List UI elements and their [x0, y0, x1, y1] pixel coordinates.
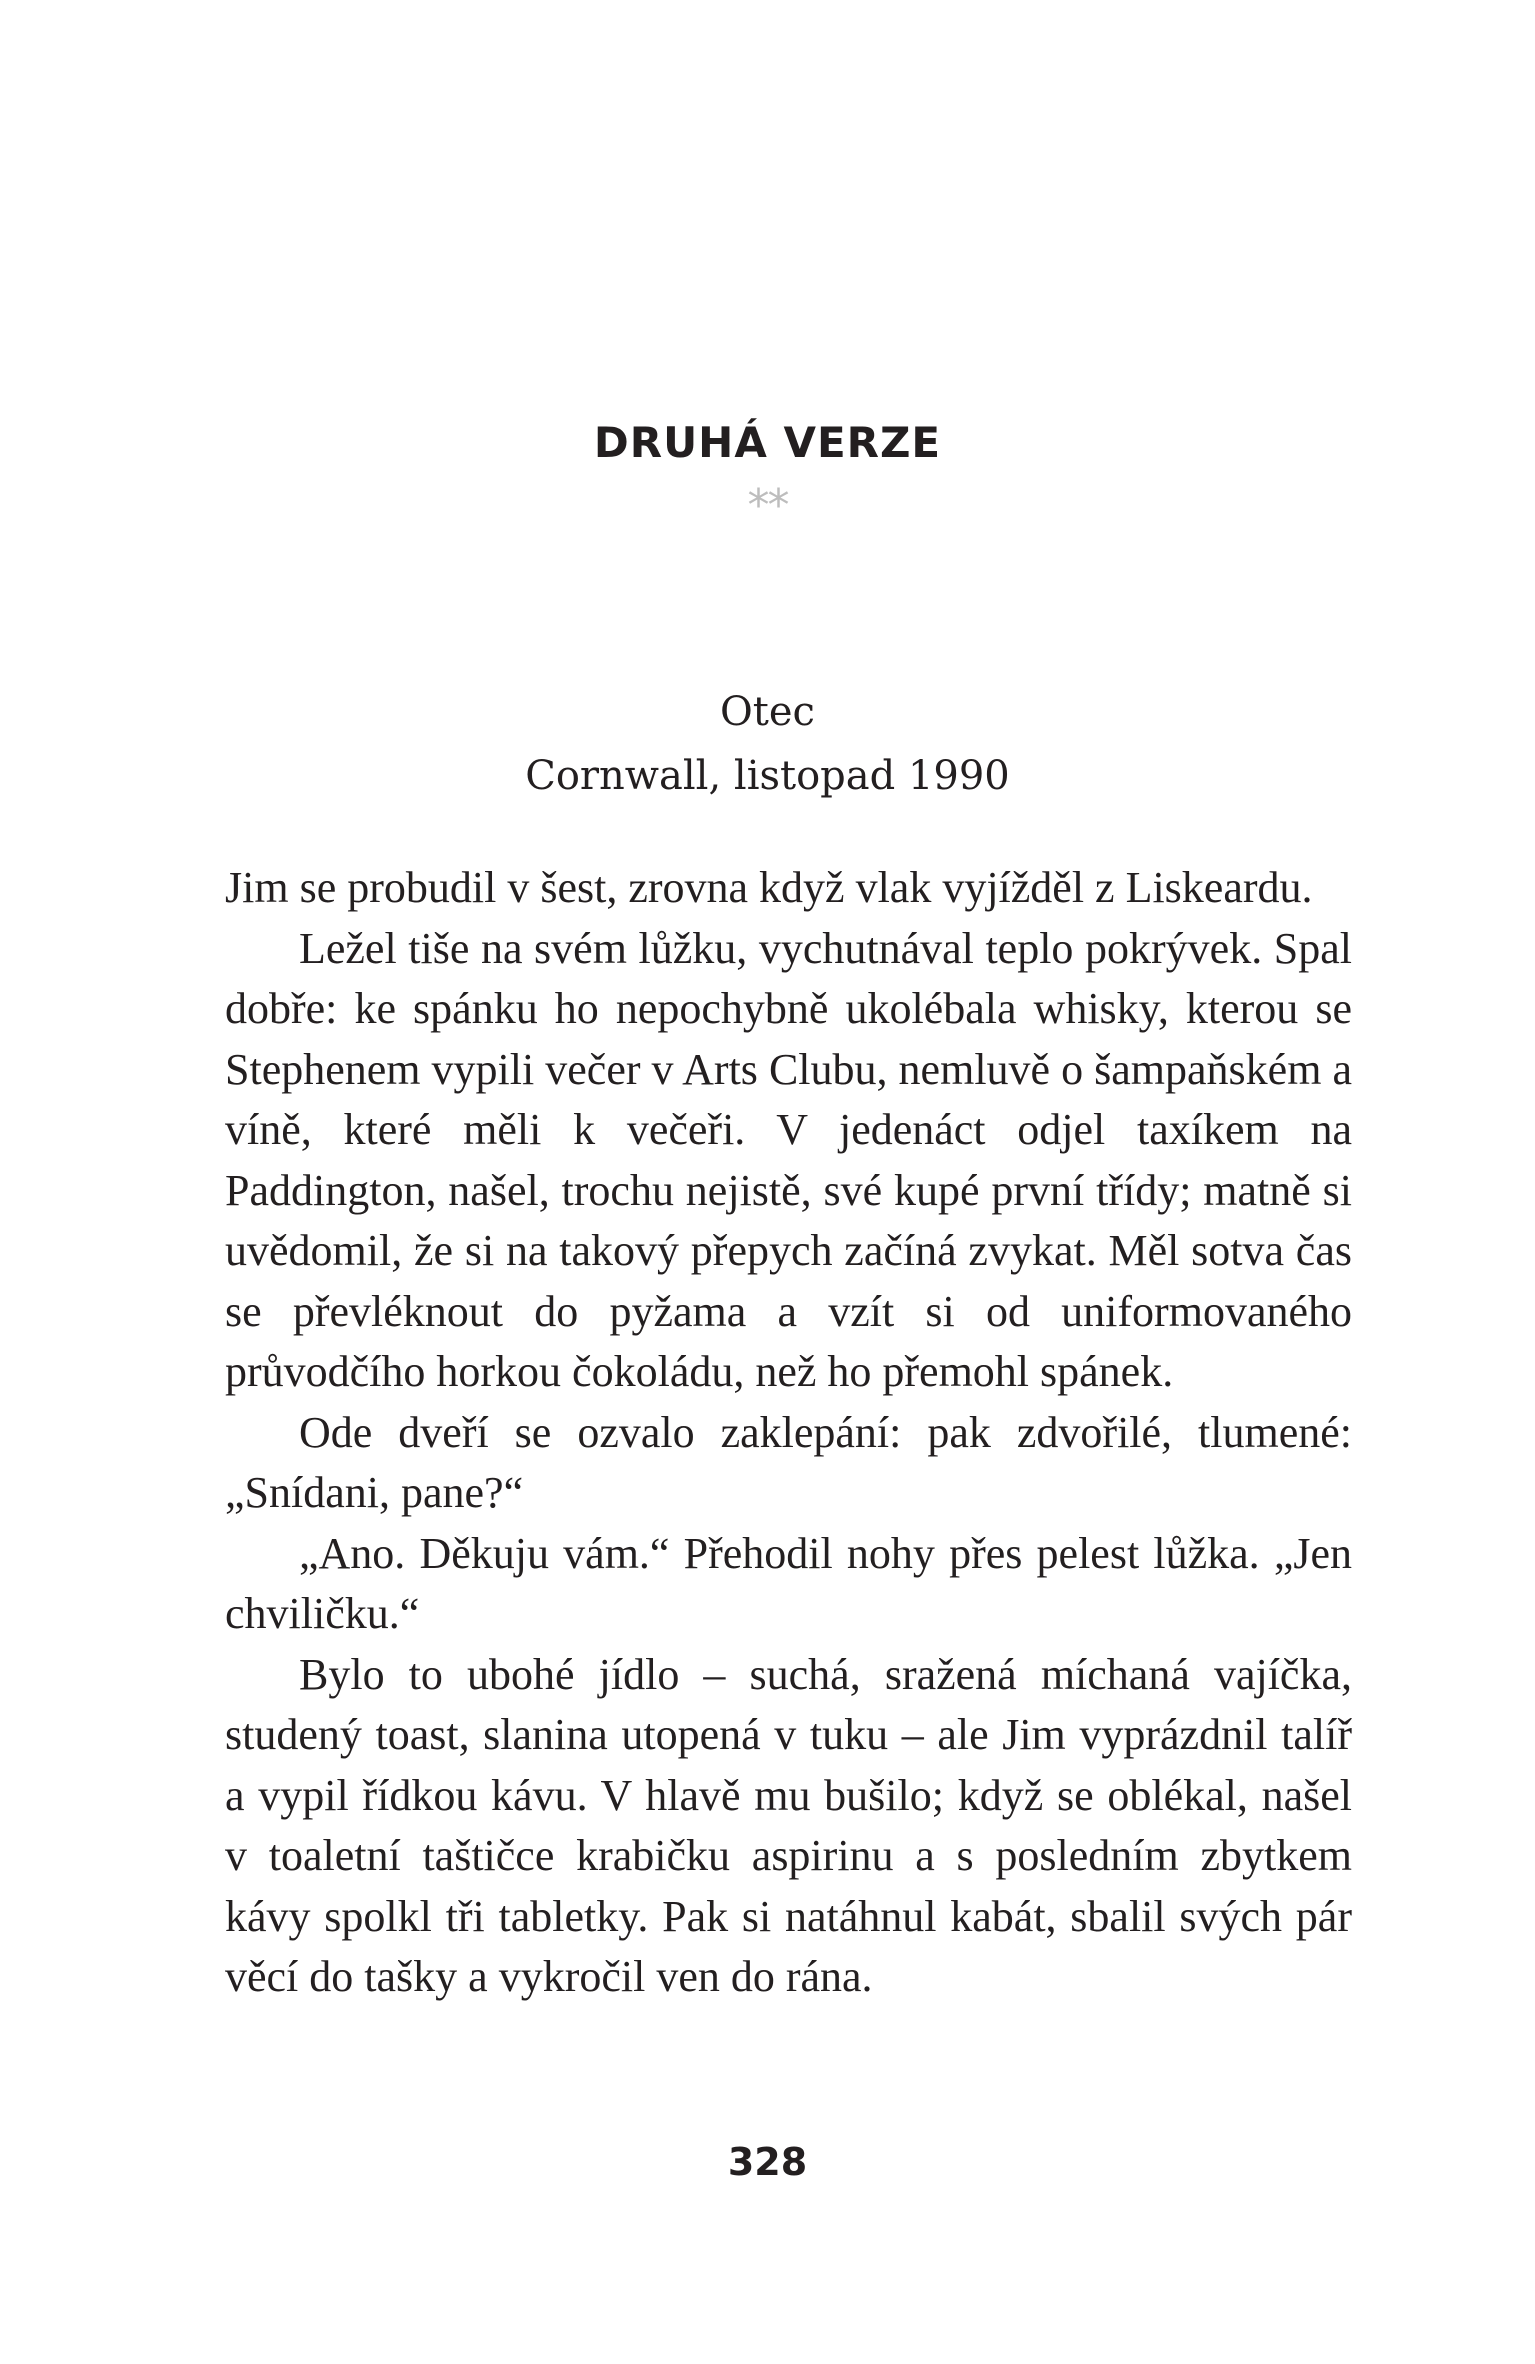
body-text	[225, 858, 1352, 2008]
paragraph: „Ano. Děkuju vám.“ Přehodil nohy přes pelest lůžka. „Jen chviličku.“	[225, 1528, 1352, 1638]
page-number: 328	[727, 2140, 808, 2184]
part-title: DRUHÁ VERZE	[593, 418, 942, 467]
chapter-subtitle: Cornwall, listopad 1990	[525, 753, 1010, 799]
chapter-heading	[0, 680, 1535, 808]
paragraph: Jim se probudil v šest, zrovna když vlak vyjížděl z Liskeardu.	[225, 863, 1313, 912]
paragraph: Bylo to ubohé jídlo – suchá, sražená míchaná vajíčka, studený toast, slanina utopená v tuku – ale Jim vyprázdnil talíř a vypil řídkou kávu. V hlavě mu bušilo; když se oblékal, našel v toaletní taštičce krabičku aspirinu a s posledním zbytkem kávy spolkl tři tabletky. Pak si natáhnul kabát, sbalil svých pár věcí do tašky a vykročil ven do rána.	[225, 1649, 1352, 2001]
paragraph: Ležel tiše na svém lůžku, vychutnával teplo pokrývek. Spal dobře: ke spánku ho nepochybně ukolébala whisky, kterou se Stephenem vypili večer v Arts Clubu, nemluvě o šampaňském a víně, které měli k večeři. V jedenáct odjel taxíkem na Paddington, našel, trochu nejistě, své kupé první třídy; matně si uvědomil, že si na takový přepych začíná zvykat. Měl sotva čas se převléknout do pyžama a vzít si od uniformovaného průvodčího horkou čokoládu, než ho přemohl spánek.	[225, 923, 1352, 1396]
paragraph: Ode dveří se ozvalo zaklepání: pak zdvořilé, tlumené: „Snídani, pane?“	[225, 1407, 1352, 1517]
ornament-stars: **	[747, 480, 788, 531]
chapter-title: Otec	[720, 689, 815, 735]
